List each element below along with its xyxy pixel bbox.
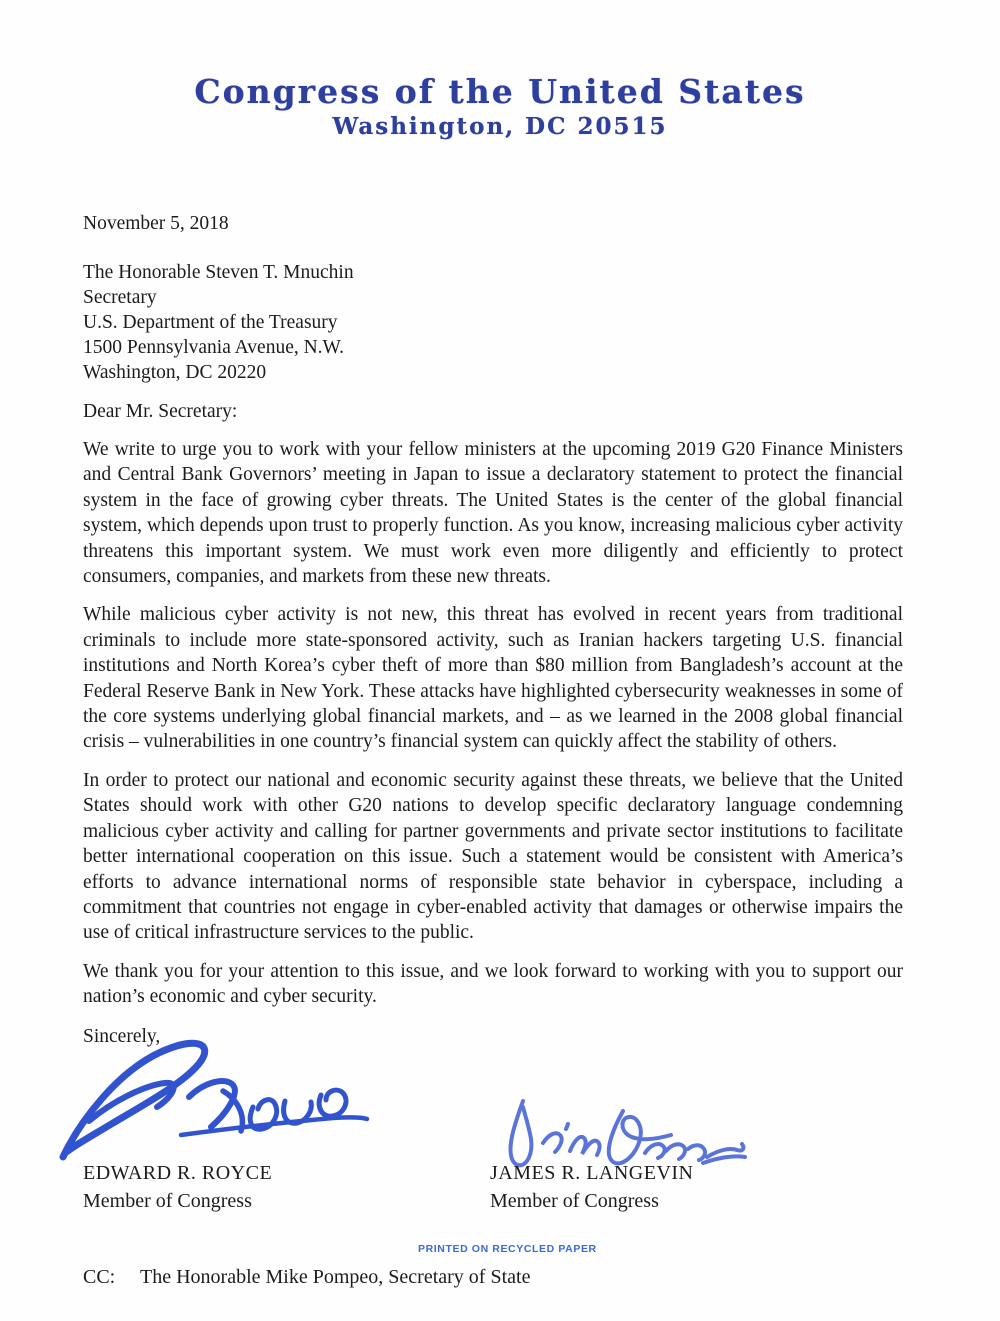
- signer-title-royce: Member of Congress: [83, 1189, 252, 1212]
- cc-value: The Honorable Mike Pompeo, Secretary of State: [140, 1265, 531, 1288]
- signature-langevin-block: [490, 1049, 903, 1219]
- recipient-title: Secretary: [83, 287, 157, 308]
- recycled-paper-note: PRINTED ON RECYCLED PAPER: [418, 1243, 597, 1255]
- paragraph-1: We write to urge you to work with your fellow ministers at the upcoming 2019 G20 Finance Ministers and Central Bank Governors’ meeting in Japan to issue a declaratory statement to protect the financial system in the face of growing cyber threats. The United States is the center of the global financial system, which depends upon trust to properly function. As you know, increasing malicious cyber activity threatens this important system. We must work even more diligently and efficiently to protect consumers, companies, and markets from these new threats.: [83, 439, 903, 588]
- recipient-name: The Honorable Steven T. Mnuchin: [83, 262, 354, 283]
- recipient-org: U.S. Department of the Treasury: [83, 312, 338, 333]
- cc-label: CC:: [83, 1265, 116, 1288]
- recipient-city: Washington, DC 20220: [83, 362, 267, 383]
- letterhead-subtitle: Washington, DC 20515: [332, 113, 668, 140]
- paragraph-4: We thank you for your attention to this issue, and we look forward to working with you to support our nation’s economic and cyber security.: [83, 960, 903, 1008]
- letterhead-title: Congress of the United States: [194, 72, 806, 111]
- recipient-street: 1500 Pennsylvania Avenue, N.W.: [83, 337, 345, 358]
- signer-title-langevin: Member of Congress: [490, 1189, 659, 1212]
- signer-name-royce: EDWARD R. ROYCE: [83, 1161, 273, 1184]
- signature-royce-block: [83, 1049, 490, 1219]
- paragraph-3: In order to protect our national and economic security against these threats, we believe that the United States should work with other G20 nations to develop specific declaratory language condemning malicious cyber activity and calling for partner governments and private sector institutions to facilitate better international cooperation on this issue. Such a statement would be consistent with America’s efforts to advance international norms of responsible state behavior in cyberspace, including a commitment that countries not engage in cyber-enabled activity that damages or otherwise impairs the use of critical infrastructure services to the public.: [83, 769, 903, 944]
- cc-line: [83, 1265, 903, 1290]
- closing: Sincerely,: [83, 1025, 161, 1047]
- signature-block: [83, 1049, 903, 1219]
- signer-name-langevin: JAMES R. LANGEVIN: [490, 1161, 694, 1184]
- royce-signature-icon: [53, 1031, 373, 1166]
- letterhead: [0, 72, 1000, 140]
- letter-date: November 5, 2018: [83, 213, 229, 234]
- letter-body: [83, 211, 903, 1290]
- paragraph-2: While malicious cyber activity is not new, this threat has evolved in recent years from traditional criminals to include more state-sponsored activity, such as Iranian hackers targeting U.S. financial institutions and North Korea’s cyber theft of more than $80 million from Bangladesh’s account at the Federal Reserve Bank in New York. These attacks have highlighted cybersecurity weaknesses in some of the core systems underlying global financial markets, and – as we learned in the 2008 global financial crisis – vulnerabilities in one country’s financial system can quickly affect the stability of others.: [83, 604, 903, 753]
- recipient-address: [83, 260, 903, 385]
- salutation: Dear Mr. Secretary:: [83, 401, 238, 422]
